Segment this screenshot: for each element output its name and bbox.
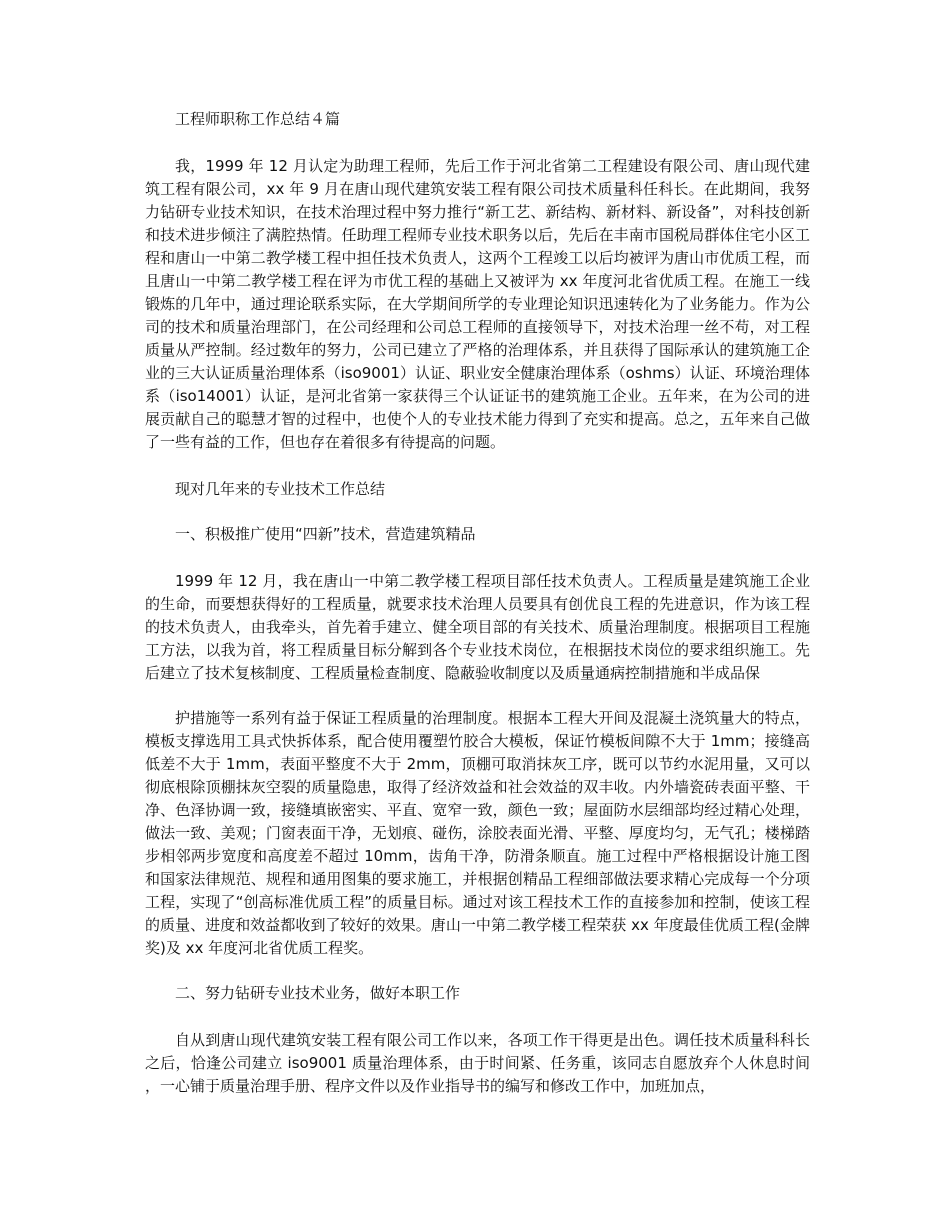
section1-paragraph-2: 护措施等一系列有益于保证工程质量的治理制度。根据本工程大开间及混凝土浇筑量大的特点，模板支撑选用工具式快拆体系，配合使用覆塑竹胶合大模板，保证竹模板间隙不大于 1mm；接缝高低差不大于 1mm，表面平整度不大于 2mm，顶棚可取消抹灰工序，既可以节约水泥用量，又可以彻底根除顶棚抹灰空裂的质量隐患，取得了经济效益和社会效益的双丰收。内外墙瓷砖表面平整、干净、色泽协调一致，接缝填嵌密实、平直、宽窄一致，颜色一致；屋面防水层细部均经过精心处理，做法一致、美观；门窗表面干净，无划痕、碰伤，涂胶表面光滑、平整、厚度均匀，无气孔；楼梯踏步相邻两步宽度和高度差不超过 10mm，齿角干净，防滑条顺直。施工过程中严格根据设计施工图和国家法律规范、规程和通用图集的要求施工，并根据创精品工程细部做法要求精心完成每一个分项工程，实现了“创高标准优质工程”的质量目标。通过对该工程技术工作的直接参加和控制，使该工程的质量、进度和效益都收到了较好的效果。唐山一中第二教学楼工程荣获 xx 年度最佳优质工程(金牌奖)及 xx 年度河北省优质工程奖。 xyxy=(145,709,810,957)
spacer xyxy=(145,546,810,570)
section1-paragraph-1: 1999 年 12 月，我在唐山一中第二教学楼工程项目部任技术负责人。工程质量是建筑施工企业的生命，而要想获得好的工程质量，就要求技术治理人员要具有创优良工程的先进意识，作为该工程的技术负责人，由我牵头，首先着手建立、健全项目部的有关技术、质量治理制度。根据项目工程施工方法，以我为首，将工程质量目标分解到各个专业技术岗位，在根据技术岗位的要求组织施工。先后建立了技术复核制度、工程质量检查制度、隐蔽验收制度以及质量通病控制措施和半成品保 xyxy=(145,572,810,682)
spacer xyxy=(145,1005,810,1029)
spacer xyxy=(145,501,810,523)
spacer xyxy=(145,131,810,155)
section2-paragraph-1: 自从到唐山现代建筑安装工程有限公司工作以来，各项工作干得更是出色。调任技术质量科科长之后，恰逢公司建立 iso9001 质量治理体系，由于时间紧、任务重，该同志自愿放弃个人休息时间，一心铺于质量治理手册、程序文件以及作业指导书的编写和修改工作中，加班加点， xyxy=(145,1031,810,1095)
spacer xyxy=(145,454,810,478)
spacer xyxy=(145,960,810,982)
document-title: 工程师职称工作总结４篇 xyxy=(175,110,341,128)
section2-paragraph-clip xyxy=(145,1029,810,1144)
document-page xyxy=(145,108,810,1144)
summary-heading: 现对几年来的专业技术工作总结 xyxy=(175,480,386,498)
intro-paragraph: 我，1999 年 12 月认定为助理工程师，先后工作于河北省第二工程建设有限公司、唐山现代建筑工程有限公司，xx 年 9 月在唐山现代建筑安装工程有限公司技术质量科任科长。在此期间，我努力钻研专业技术知识，在技术治理过程中努力推行“新工艺、新结构、新材料、新设备”，对科技创新和技术进步倾注了满腔热情。任助理工程师专业技术职务以后，先后在丰南市国税局群体住宅小区工程和唐山一中第二教学楼工程中担任技术负责人，这两个工程竣工以后均被评为唐山市优质工程，而且唐山一中第二教学楼工程在评为市优工程的基础上又被评为 xx 年度河北省优质工程。在施工一线锻炼的几年中，通过理论联系实际，在大学期间所学的专业理论知识迅速转化为了业务能力。作为公司的技术和质量治理部门，在公司经理和公司总工程师的直接领导下，对技术治理一丝不苟，对工程质量从严控制。经过数年的努力，公司已建立了严格的治理体系，并且获得了国际承认的建筑施工企业的三大认证质量治理体系（iso9001）认证、职业安全健康治理体系（oshms）认证、环境治理体系（iso14001）认证，是河北省第一家获得三个认证证书的建筑施工企业。五年来，在为公司的进展贡献自己的聪慧才智的过程中，也使个人的专业技术能力得到了充实和提高。总之，五年来自己做了一些有益的工作，但也存在着很多有待提高的问题。 xyxy=(145,157,810,451)
spacer xyxy=(145,685,810,707)
section2-heading: 二、努力钻研专业技术业务，做好本职工作 xyxy=(175,984,461,1002)
section1-heading: 一、积极推广使用“四新”技术，营造建筑精品 xyxy=(175,525,476,543)
